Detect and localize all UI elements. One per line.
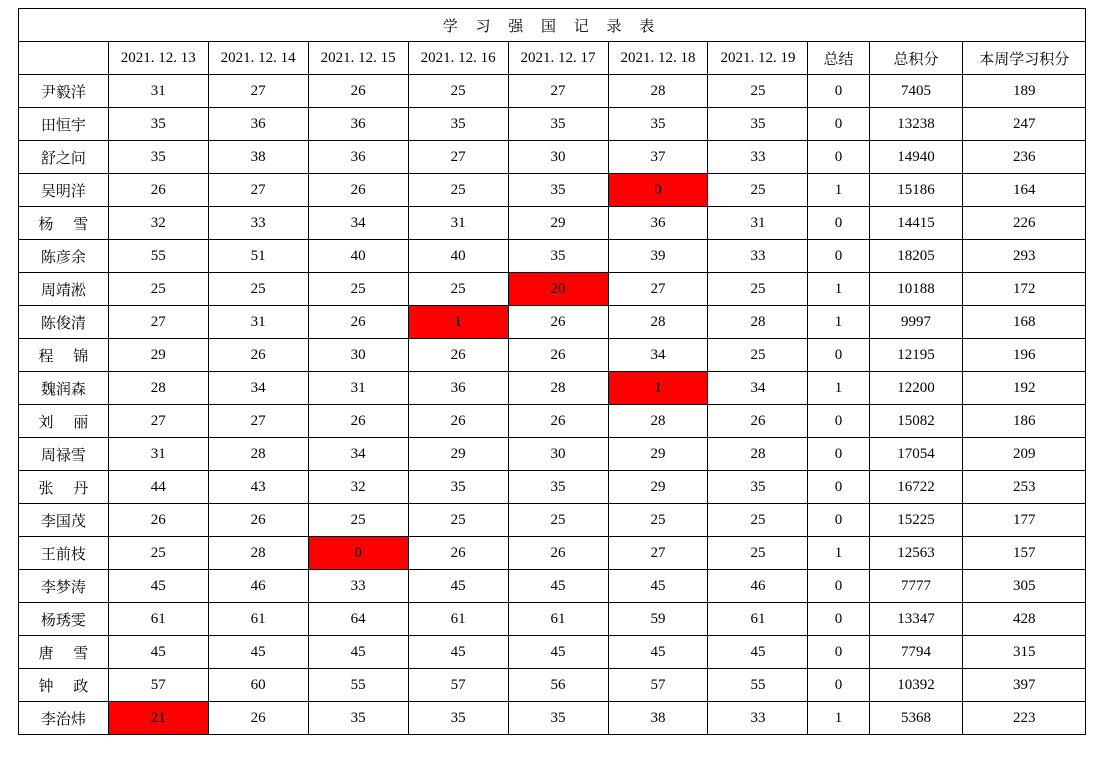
day-value-cell[interactable]: 26 — [308, 174, 408, 207]
row-name-cell[interactable]: 周禄雪 — [19, 438, 109, 471]
row-name-cell[interactable]: 陈彦余 — [19, 240, 109, 273]
day-value-cell[interactable]: 27 — [608, 537, 708, 570]
day-value-cell[interactable]: 26 — [308, 75, 408, 108]
row-summary-cell[interactable]: 0 — [808, 438, 869, 471]
row-summary-cell[interactable]: 0 — [808, 108, 869, 141]
row-name-cell[interactable]: 魏润森 — [19, 372, 109, 405]
day-value-cell[interactable]: 25 — [708, 537, 808, 570]
table-header-row — [19, 42, 1086, 75]
row-week-points-cell[interactable]: 247 — [963, 108, 1086, 141]
row-total-points-cell[interactable]: 12200 — [869, 372, 963, 405]
day-value-cell[interactable]: 61 — [708, 603, 808, 636]
day-value-cell[interactable]: 25 — [508, 504, 608, 537]
row-week-points-cell[interactable]: 315 — [963, 636, 1086, 669]
row-summary-cell[interactable]: 0 — [808, 636, 869, 669]
records-table — [18, 8, 1086, 735]
table-body — [19, 9, 1086, 735]
day-value-cell[interactable]: 27 — [208, 75, 308, 108]
day-value-cell[interactable]: 59 — [608, 603, 708, 636]
day-value-cell[interactable]: 27 — [608, 273, 708, 306]
day-value-cell[interactable]: 36 — [208, 108, 308, 141]
row-summary-cell[interactable]: 0 — [808, 339, 869, 372]
day-value-cell[interactable]: 26 — [108, 504, 208, 537]
row-name-cell[interactable]: 李梦涛 — [19, 570, 109, 603]
row-week-points-cell[interactable]: 223 — [963, 702, 1086, 735]
row-week-points-cell[interactable]: 428 — [963, 603, 1086, 636]
day-value-cell[interactable]: 35 — [508, 108, 608, 141]
page-title: 学 习 强 国 记 录 表 — [19, 9, 1086, 42]
row-summary-cell[interactable]: 0 — [808, 240, 869, 273]
table-row — [19, 603, 1086, 636]
header-summary-cell: 总结 — [808, 42, 869, 75]
row-week-points-cell[interactable]: 186 — [963, 405, 1086, 438]
header-date-cell-3: 2021. 12. 16 — [408, 42, 508, 75]
row-total-points-cell[interactable]: 13238 — [869, 108, 963, 141]
day-value-cell[interactable]: 26 — [508, 306, 608, 339]
table-row — [19, 438, 1086, 471]
day-value-cell[interactable]: 25 — [708, 339, 808, 372]
table-row — [19, 306, 1086, 339]
day-value-cell[interactable]: 26 — [208, 702, 308, 735]
day-value-cell[interactable]: 45 — [408, 636, 508, 669]
day-value-cell[interactable]: 30 — [508, 438, 608, 471]
day-value-cell[interactable]: 45 — [608, 636, 708, 669]
table-row — [19, 702, 1086, 735]
row-summary-cell[interactable]: 1 — [808, 174, 869, 207]
day-value-cell[interactable]: 28 — [608, 405, 708, 438]
day-value-cell[interactable]: 45 — [708, 636, 808, 669]
day-value-cell[interactable]: 35 — [708, 108, 808, 141]
day-value-cell[interactable]: 60 — [208, 669, 308, 702]
row-week-points-cell[interactable]: 236 — [963, 141, 1086, 174]
day-value-cell[interactable]: 28 — [608, 75, 708, 108]
day-value-cell[interactable]: 26 — [508, 339, 608, 372]
day-value-cell[interactable]: 26 — [408, 537, 508, 570]
day-value-cell[interactable]: 45 — [108, 636, 208, 669]
row-name-cell[interactable]: 尹毅洋 — [19, 75, 109, 108]
day-value-cell[interactable]: 35 — [508, 240, 608, 273]
day-value-cell[interactable]: 45 — [408, 570, 508, 603]
day-value-cell[interactable]: 26 — [508, 537, 608, 570]
day-value-cell[interactable]: 25 — [408, 273, 508, 306]
table-row — [19, 405, 1086, 438]
day-value-cell[interactable]: 34 — [308, 207, 408, 240]
day-value-cell-highlighted[interactable]: 1 — [408, 306, 508, 339]
day-value-cell[interactable]: 27 — [208, 174, 308, 207]
day-value-cell[interactable]: 29 — [608, 471, 708, 504]
row-week-points-cell[interactable]: 164 — [963, 174, 1086, 207]
row-week-points-cell[interactable]: 172 — [963, 273, 1086, 306]
header-date-cell-2: 2021. 12. 15 — [308, 42, 408, 75]
table-row — [19, 75, 1086, 108]
row-summary-cell[interactable]: 0 — [808, 570, 869, 603]
day-value-cell[interactable]: 39 — [608, 240, 708, 273]
header-date-cell-4: 2021. 12. 17 — [508, 42, 608, 75]
day-value-cell[interactable]: 25 — [708, 174, 808, 207]
day-value-cell[interactable]: 34 — [608, 339, 708, 372]
day-value-cell[interactable]: 26 — [108, 174, 208, 207]
row-summary-cell[interactable]: 1 — [808, 702, 869, 735]
day-value-cell[interactable]: 26 — [708, 405, 808, 438]
table-row — [19, 504, 1086, 537]
header-total-points-cell: 总积分 — [869, 42, 963, 75]
day-value-cell[interactable]: 29 — [108, 339, 208, 372]
day-value-cell[interactable]: 33 — [708, 240, 808, 273]
day-value-cell[interactable]: 35 — [408, 108, 508, 141]
header-date-cell-6: 2021. 12. 19 — [708, 42, 808, 75]
row-summary-cell[interactable]: 0 — [808, 405, 869, 438]
table-row — [19, 108, 1086, 141]
row-total-points-cell[interactable]: 9997 — [869, 306, 963, 339]
row-summary-cell[interactable]: 0 — [808, 207, 869, 240]
header-date-cell-5: 2021. 12. 18 — [608, 42, 708, 75]
day-value-cell[interactable]: 26 — [308, 306, 408, 339]
row-name-cell[interactable]: 杨 雪 — [19, 207, 109, 240]
day-value-cell[interactable]: 51 — [208, 240, 308, 273]
day-value-cell[interactable]: 40 — [408, 240, 508, 273]
row-name-cell[interactable]: 刘 丽 — [19, 405, 109, 438]
day-value-cell[interactable]: 34 — [708, 372, 808, 405]
day-value-cell[interactable]: 61 — [108, 603, 208, 636]
row-week-points-cell[interactable]: 168 — [963, 306, 1086, 339]
day-value-cell[interactable]: 27 — [208, 405, 308, 438]
row-total-points-cell[interactable]: 16722 — [869, 471, 963, 504]
row-summary-cell[interactable]: 0 — [808, 141, 869, 174]
day-value-cell-highlighted[interactable]: 1 — [608, 372, 708, 405]
day-value-cell[interactable]: 57 — [408, 669, 508, 702]
day-value-cell[interactable]: 55 — [708, 669, 808, 702]
row-total-points-cell[interactable]: 15082 — [869, 405, 963, 438]
day-value-cell[interactable]: 35 — [508, 174, 608, 207]
day-value-cell[interactable]: 29 — [508, 207, 608, 240]
day-value-cell[interactable]: 25 — [708, 504, 808, 537]
day-value-cell[interactable]: 46 — [208, 570, 308, 603]
day-value-cell[interactable]: 37 — [608, 141, 708, 174]
row-name-cell[interactable]: 杨琇雯 — [19, 603, 109, 636]
day-value-cell-highlighted[interactable]: 20 — [508, 273, 608, 306]
table-row — [19, 471, 1086, 504]
header-name-cell — [19, 42, 109, 75]
row-week-points-cell[interactable]: 189 — [963, 75, 1086, 108]
day-value-cell[interactable]: 31 — [708, 207, 808, 240]
day-value-cell[interactable]: 25 — [708, 273, 808, 306]
row-week-points-cell[interactable]: 253 — [963, 471, 1086, 504]
day-value-cell[interactable]: 36 — [408, 372, 508, 405]
row-total-points-cell[interactable]: 10188 — [869, 273, 963, 306]
row-total-points-cell[interactable]: 17054 — [869, 438, 963, 471]
row-summary-cell[interactable]: 1 — [808, 372, 869, 405]
day-value-cell-highlighted[interactable]: 21 — [108, 702, 208, 735]
row-week-points-cell[interactable]: 196 — [963, 339, 1086, 372]
day-value-cell[interactable]: 38 — [208, 141, 308, 174]
row-name-cell[interactable]: 唐 雪 — [19, 636, 109, 669]
row-total-points-cell[interactable]: 14940 — [869, 141, 963, 174]
day-value-cell[interactable]: 28 — [708, 438, 808, 471]
day-value-cell[interactable]: 33 — [208, 207, 308, 240]
day-value-cell[interactable]: 25 — [108, 273, 208, 306]
day-value-cell[interactable]: 25 — [208, 273, 308, 306]
row-summary-cell[interactable]: 0 — [808, 669, 869, 702]
day-value-cell[interactable]: 56 — [508, 669, 608, 702]
day-value-cell[interactable]: 25 — [708, 75, 808, 108]
day-value-cell[interactable]: 29 — [608, 438, 708, 471]
row-total-points-cell[interactable]: 14415 — [869, 207, 963, 240]
day-value-cell[interactable]: 38 — [608, 702, 708, 735]
row-week-points-cell[interactable]: 209 — [963, 438, 1086, 471]
table-row — [19, 570, 1086, 603]
header-date-cell-1: 2021. 12. 14 — [208, 42, 308, 75]
day-value-cell[interactable]: 26 — [208, 504, 308, 537]
day-value-cell[interactable]: 40 — [308, 240, 408, 273]
row-summary-cell[interactable]: 0 — [808, 603, 869, 636]
day-value-cell[interactable]: 35 — [108, 108, 208, 141]
row-total-points-cell[interactable]: 7794 — [869, 636, 963, 669]
day-value-cell[interactable]: 27 — [508, 75, 608, 108]
table-row — [19, 339, 1086, 372]
day-value-cell[interactable]: 35 — [408, 471, 508, 504]
day-value-cell[interactable]: 43 — [208, 471, 308, 504]
row-name-cell[interactable]: 李治炜 — [19, 702, 109, 735]
row-summary-cell[interactable]: 1 — [808, 537, 869, 570]
row-week-points-cell[interactable]: 397 — [963, 669, 1086, 702]
day-value-cell[interactable]: 35 — [308, 702, 408, 735]
day-value-cell[interactable]: 26 — [408, 405, 508, 438]
day-value-cell[interactable]: 28 — [708, 306, 808, 339]
table-row — [19, 537, 1086, 570]
day-value-cell[interactable]: 27 — [408, 141, 508, 174]
row-total-points-cell[interactable]: 12563 — [869, 537, 963, 570]
day-value-cell[interactable]: 36 — [608, 207, 708, 240]
table-row — [19, 174, 1086, 207]
day-value-cell[interactable]: 30 — [308, 339, 408, 372]
day-value-cell[interactable]: 26 — [508, 405, 608, 438]
day-value-cell[interactable]: 35 — [108, 141, 208, 174]
day-value-cell[interactable]: 44 — [108, 471, 208, 504]
day-value-cell[interactable]: 29 — [408, 438, 508, 471]
day-value-cell[interactable]: 26 — [208, 339, 308, 372]
day-value-cell[interactable]: 64 — [308, 603, 408, 636]
day-value-cell[interactable]: 27 — [108, 306, 208, 339]
day-value-cell[interactable]: 34 — [208, 372, 308, 405]
row-name-cell[interactable]: 田恒宇 — [19, 108, 109, 141]
row-name-cell[interactable]: 王前枝 — [19, 537, 109, 570]
day-value-cell[interactable]: 32 — [308, 471, 408, 504]
day-value-cell[interactable]: 61 — [208, 603, 308, 636]
day-value-cell[interactable]: 28 — [108, 372, 208, 405]
row-name-cell[interactable]: 程 锦 — [19, 339, 109, 372]
day-value-cell[interactable]: 45 — [508, 570, 608, 603]
row-summary-cell[interactable]: 1 — [808, 306, 869, 339]
day-value-cell[interactable]: 26 — [308, 405, 408, 438]
day-value-cell[interactable]: 31 — [408, 207, 508, 240]
day-value-cell[interactable]: 35 — [608, 108, 708, 141]
day-value-cell[interactable]: 31 — [108, 75, 208, 108]
row-total-points-cell[interactable]: 15186 — [869, 174, 963, 207]
day-value-cell[interactable]: 35 — [508, 702, 608, 735]
day-value-cell[interactable]: 28 — [208, 537, 308, 570]
day-value-cell[interactable]: 61 — [408, 603, 508, 636]
row-total-points-cell[interactable]: 7777 — [869, 570, 963, 603]
day-value-cell[interactable]: 31 — [308, 372, 408, 405]
day-value-cell[interactable]: 33 — [708, 141, 808, 174]
day-value-cell[interactable]: 26 — [408, 339, 508, 372]
row-total-points-cell[interactable]: 5368 — [869, 702, 963, 735]
day-value-cell[interactable]: 25 — [308, 273, 408, 306]
row-total-points-cell[interactable]: 13347 — [869, 603, 963, 636]
day-value-cell[interactable]: 30 — [508, 141, 608, 174]
day-value-cell[interactable]: 46 — [708, 570, 808, 603]
day-value-cell[interactable]: 33 — [308, 570, 408, 603]
day-value-cell[interactable]: 45 — [508, 636, 608, 669]
day-value-cell[interactable]: 25 — [108, 537, 208, 570]
day-value-cell[interactable]: 35 — [708, 471, 808, 504]
table-row — [19, 240, 1086, 273]
header-date-cell-0: 2021. 12. 13 — [108, 42, 208, 75]
day-value-cell[interactable]: 32 — [108, 207, 208, 240]
table-row — [19, 273, 1086, 306]
row-total-points-cell[interactable]: 12195 — [869, 339, 963, 372]
day-value-cell[interactable]: 25 — [408, 504, 508, 537]
day-value-cell[interactable]: 28 — [208, 438, 308, 471]
table-row — [19, 207, 1086, 240]
day-value-cell[interactable]: 31 — [108, 438, 208, 471]
row-total-points-cell[interactable]: 10392 — [869, 669, 963, 702]
day-value-cell[interactable]: 55 — [108, 240, 208, 273]
table-row — [19, 669, 1086, 702]
day-value-cell[interactable]: 45 — [308, 636, 408, 669]
row-name-cell[interactable]: 李国茂 — [19, 504, 109, 537]
row-summary-cell[interactable]: 0 — [808, 504, 869, 537]
row-name-cell[interactable]: 吴明洋 — [19, 174, 109, 207]
header-week-points-cell: 本周学习积分 — [963, 42, 1086, 75]
day-value-cell[interactable]: 45 — [208, 636, 308, 669]
row-summary-cell[interactable]: 0 — [808, 75, 869, 108]
day-value-cell[interactable]: 33 — [708, 702, 808, 735]
row-week-points-cell[interactable]: 226 — [963, 207, 1086, 240]
day-value-cell[interactable]: 35 — [508, 471, 608, 504]
row-name-cell[interactable]: 陈俊清 — [19, 306, 109, 339]
row-total-points-cell[interactable]: 7405 — [869, 75, 963, 108]
day-value-cell[interactable]: 28 — [608, 306, 708, 339]
table-row — [19, 372, 1086, 405]
row-week-points-cell[interactable]: 192 — [963, 372, 1086, 405]
day-value-cell[interactable]: 45 — [608, 570, 708, 603]
table-row — [19, 141, 1086, 174]
row-week-points-cell[interactable]: 293 — [963, 240, 1086, 273]
day-value-cell[interactable]: 34 — [308, 438, 408, 471]
row-week-points-cell[interactable]: 177 — [963, 504, 1086, 537]
day-value-cell[interactable]: 25 — [408, 75, 508, 108]
day-value-cell[interactable]: 27 — [108, 405, 208, 438]
day-value-cell-highlighted[interactable]: 0 — [608, 174, 708, 207]
title-row — [19, 9, 1086, 42]
row-name-cell[interactable]: 周靖淞 — [19, 273, 109, 306]
row-summary-cell[interactable]: 0 — [808, 471, 869, 504]
day-value-cell-highlighted[interactable]: 0 — [308, 537, 408, 570]
row-total-points-cell[interactable]: 15225 — [869, 504, 963, 537]
day-value-cell[interactable]: 45 — [108, 570, 208, 603]
row-name-cell[interactable]: 张 丹 — [19, 471, 109, 504]
day-value-cell[interactable]: 25 — [408, 174, 508, 207]
row-week-points-cell[interactable]: 157 — [963, 537, 1086, 570]
day-value-cell[interactable]: 57 — [108, 669, 208, 702]
day-value-cell[interactable]: 35 — [408, 702, 508, 735]
day-value-cell[interactable]: 28 — [508, 372, 608, 405]
day-value-cell[interactable]: 57 — [608, 669, 708, 702]
row-name-cell[interactable]: 钟 政 — [19, 669, 109, 702]
day-value-cell[interactable]: 55 — [308, 669, 408, 702]
row-summary-cell[interactable]: 1 — [808, 273, 869, 306]
row-name-cell[interactable]: 舒之问 — [19, 141, 109, 174]
day-value-cell[interactable]: 61 — [508, 603, 608, 636]
row-week-points-cell[interactable]: 305 — [963, 570, 1086, 603]
day-value-cell[interactable]: 36 — [308, 141, 408, 174]
row-total-points-cell[interactable]: 18205 — [869, 240, 963, 273]
table-row — [19, 636, 1086, 669]
day-value-cell[interactable]: 36 — [308, 108, 408, 141]
day-value-cell[interactable]: 25 — [308, 504, 408, 537]
day-value-cell[interactable]: 31 — [208, 306, 308, 339]
day-value-cell[interactable]: 25 — [608, 504, 708, 537]
